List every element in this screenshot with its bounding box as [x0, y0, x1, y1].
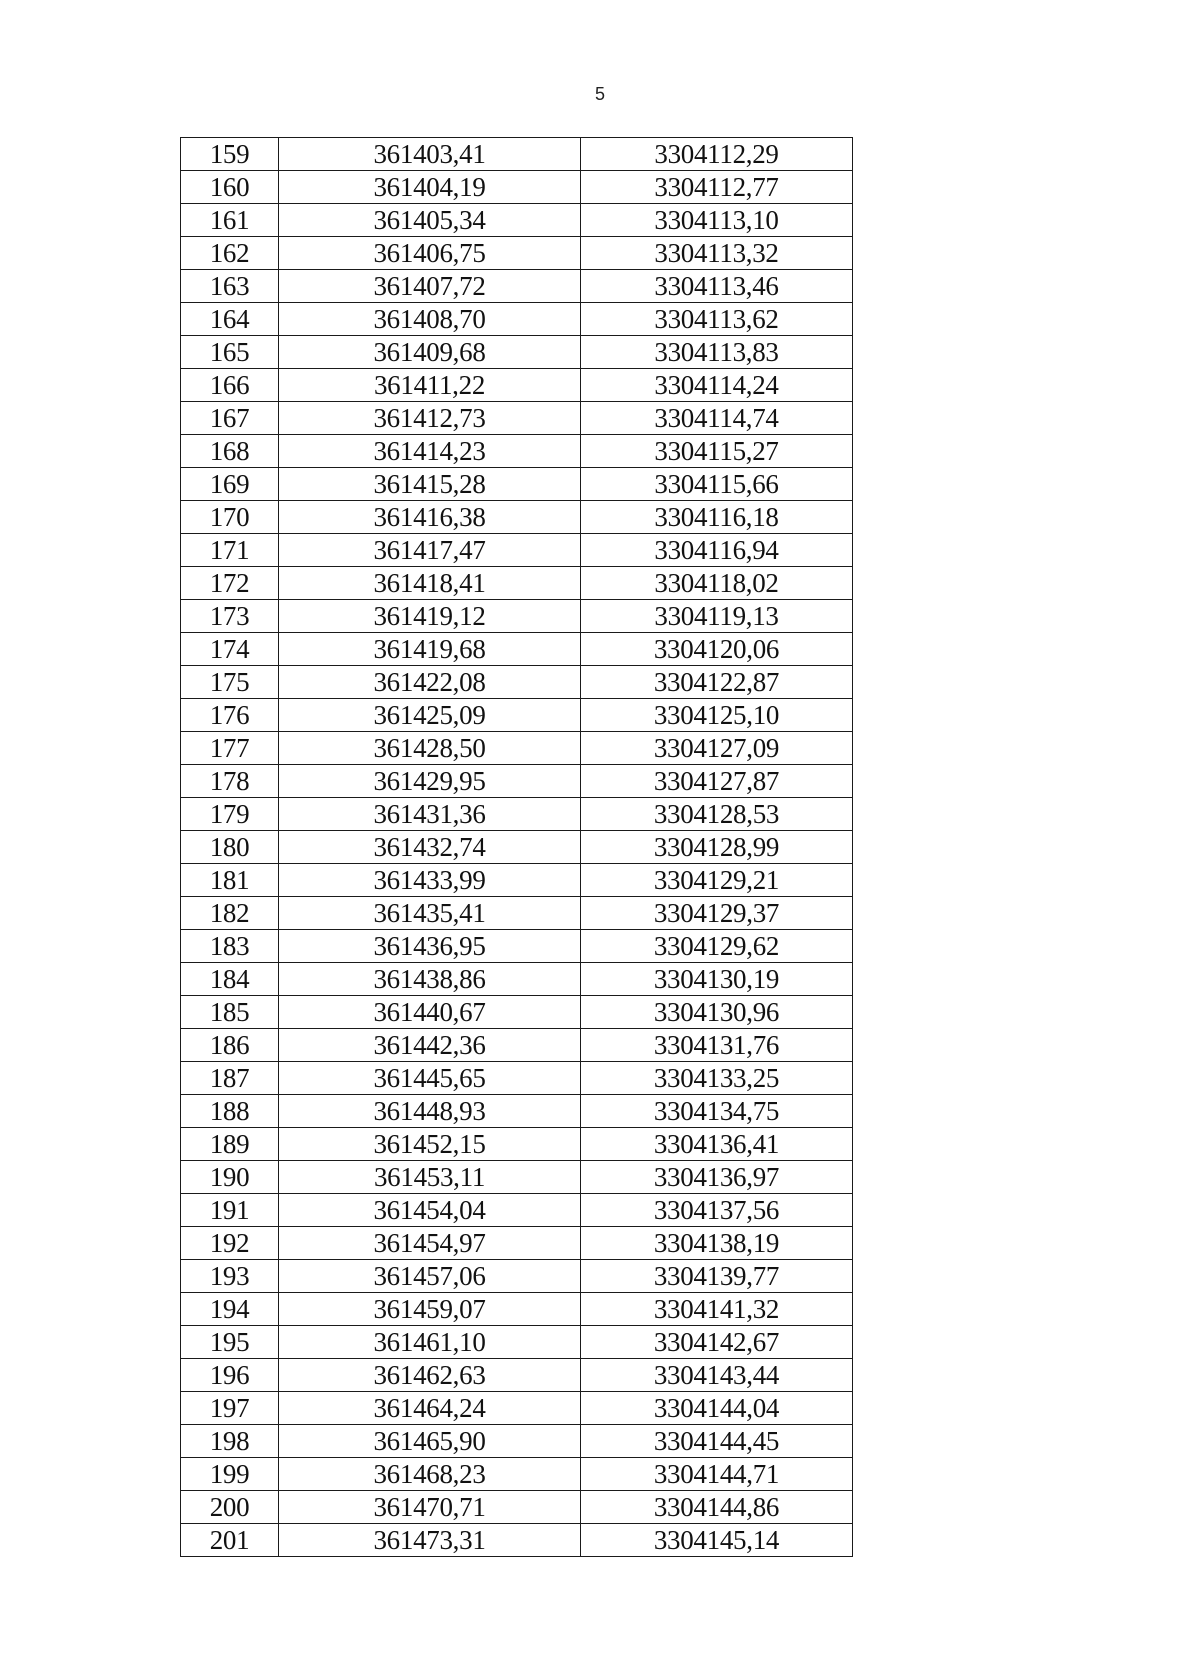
- table-row: [181, 666, 853, 699]
- point-number-cell: 180: [181, 831, 279, 864]
- x-coordinate-cell: 361414,23: [279, 435, 581, 468]
- table-row: [181, 633, 853, 666]
- table-row: [181, 270, 853, 303]
- y-coordinate-cell: 3304127,09: [581, 732, 853, 765]
- x-coordinate-cell: 361417,47: [279, 534, 581, 567]
- point-number-cell: 186: [181, 1029, 279, 1062]
- table-row: [181, 534, 853, 567]
- y-coordinate-cell: 3304112,29: [581, 138, 853, 171]
- point-number-cell: 177: [181, 732, 279, 765]
- x-coordinate-cell: 361464,24: [279, 1392, 581, 1425]
- table-row: [181, 699, 853, 732]
- table-row: [181, 468, 853, 501]
- point-number-cell: 166: [181, 369, 279, 402]
- coordinates-table-body: [181, 138, 853, 1557]
- point-number-cell: 187: [181, 1062, 279, 1095]
- table-row: [181, 1392, 853, 1425]
- table-row: [181, 1425, 853, 1458]
- y-coordinate-cell: 3304113,10: [581, 204, 853, 237]
- x-coordinate-cell: 361431,36: [279, 798, 581, 831]
- x-coordinate-cell: 361432,74: [279, 831, 581, 864]
- point-number-cell: 183: [181, 930, 279, 963]
- x-coordinate-cell: 361404,19: [279, 171, 581, 204]
- point-number-cell: 174: [181, 633, 279, 666]
- point-number-cell: 179: [181, 798, 279, 831]
- table-row: [181, 963, 853, 996]
- point-number-cell: 176: [181, 699, 279, 732]
- point-number-cell: 188: [181, 1095, 279, 1128]
- table-row: [181, 600, 853, 633]
- x-coordinate-cell: 361473,31: [279, 1524, 581, 1557]
- x-coordinate-cell: 361405,34: [279, 204, 581, 237]
- y-coordinate-cell: 3304145,14: [581, 1524, 853, 1557]
- point-number-cell: 161: [181, 204, 279, 237]
- point-number-cell: 168: [181, 435, 279, 468]
- point-number-cell: 194: [181, 1293, 279, 1326]
- x-coordinate-cell: 361440,67: [279, 996, 581, 1029]
- x-coordinate-cell: 361462,63: [279, 1359, 581, 1392]
- x-coordinate-cell: 361457,06: [279, 1260, 581, 1293]
- y-coordinate-cell: 3304143,44: [581, 1359, 853, 1392]
- table-row: [181, 1260, 853, 1293]
- point-number-cell: 200: [181, 1491, 279, 1524]
- y-coordinate-cell: 3304133,25: [581, 1062, 853, 1095]
- point-number-cell: 198: [181, 1425, 279, 1458]
- point-number-cell: 175: [181, 666, 279, 699]
- y-coordinate-cell: 3304115,27: [581, 435, 853, 468]
- y-coordinate-cell: 3304139,77: [581, 1260, 853, 1293]
- x-coordinate-cell: 361429,95: [279, 765, 581, 798]
- table-row: [181, 435, 853, 468]
- point-number-cell: 189: [181, 1128, 279, 1161]
- y-coordinate-cell: 3304116,18: [581, 501, 853, 534]
- x-coordinate-cell: 361445,65: [279, 1062, 581, 1095]
- table-row: [181, 1161, 853, 1194]
- page-number: 5: [594, 84, 605, 104]
- point-number-cell: 170: [181, 501, 279, 534]
- y-coordinate-cell: 3304118,02: [581, 567, 853, 600]
- table-row: [181, 1458, 853, 1491]
- y-coordinate-cell: 3304144,86: [581, 1491, 853, 1524]
- y-coordinate-cell: 3304114,24: [581, 369, 853, 402]
- x-coordinate-cell: 361409,68: [279, 336, 581, 369]
- point-number-cell: 184: [181, 963, 279, 996]
- table-row: [181, 831, 853, 864]
- point-number-cell: 185: [181, 996, 279, 1029]
- table-row: [181, 1194, 853, 1227]
- point-number-cell: 182: [181, 897, 279, 930]
- y-coordinate-cell: 3304144,71: [581, 1458, 853, 1491]
- x-coordinate-cell: 361406,75: [279, 237, 581, 270]
- y-coordinate-cell: 3304113,62: [581, 303, 853, 336]
- y-coordinate-cell: 3304136,41: [581, 1128, 853, 1161]
- x-coordinate-cell: 361459,07: [279, 1293, 581, 1326]
- table-row: [181, 138, 853, 171]
- x-coordinate-cell: 361470,71: [279, 1491, 581, 1524]
- table-row: [181, 1293, 853, 1326]
- table-row: [181, 864, 853, 897]
- x-coordinate-cell: 361453,11: [279, 1161, 581, 1194]
- point-number-cell: 178: [181, 765, 279, 798]
- x-coordinate-cell: 361415,28: [279, 468, 581, 501]
- x-coordinate-cell: 361416,38: [279, 501, 581, 534]
- y-coordinate-cell: 3304113,46: [581, 270, 853, 303]
- table-row: [181, 1359, 853, 1392]
- point-number-cell: 159: [181, 138, 279, 171]
- table-row: [181, 897, 853, 930]
- table-row: [181, 798, 853, 831]
- table-row: [181, 369, 853, 402]
- x-coordinate-cell: 361438,86: [279, 963, 581, 996]
- y-coordinate-cell: 3304144,04: [581, 1392, 853, 1425]
- x-coordinate-cell: 361465,90: [279, 1425, 581, 1458]
- x-coordinate-cell: 361425,09: [279, 699, 581, 732]
- point-number-cell: 160: [181, 171, 279, 204]
- table-row: [181, 1491, 853, 1524]
- y-coordinate-cell: 3304129,62: [581, 930, 853, 963]
- y-coordinate-cell: 3304116,94: [581, 534, 853, 567]
- point-number-cell: 195: [181, 1326, 279, 1359]
- y-coordinate-cell: 3304134,75: [581, 1095, 853, 1128]
- table-row: [181, 1326, 853, 1359]
- point-number-cell: 163: [181, 270, 279, 303]
- y-coordinate-cell: 3304137,56: [581, 1194, 853, 1227]
- x-coordinate-cell: 361418,41: [279, 567, 581, 600]
- y-coordinate-cell: 3304115,66: [581, 468, 853, 501]
- table-row: [181, 732, 853, 765]
- point-number-cell: 196: [181, 1359, 279, 1392]
- x-coordinate-cell: 361408,70: [279, 303, 581, 336]
- y-coordinate-cell: 3304130,96: [581, 996, 853, 1029]
- table-row: [181, 996, 853, 1029]
- y-coordinate-cell: 3304129,37: [581, 897, 853, 930]
- table-row: [181, 1062, 853, 1095]
- y-coordinate-cell: 3304129,21: [581, 864, 853, 897]
- y-coordinate-cell: 3304136,97: [581, 1161, 853, 1194]
- y-coordinate-cell: 3304122,87: [581, 666, 853, 699]
- table-row: [181, 1524, 853, 1557]
- y-coordinate-cell: 3304114,74: [581, 402, 853, 435]
- point-number-cell: 199: [181, 1458, 279, 1491]
- table-row: [181, 930, 853, 963]
- x-coordinate-cell: 361419,12: [279, 600, 581, 633]
- point-number-cell: 192: [181, 1227, 279, 1260]
- x-coordinate-cell: 361412,73: [279, 402, 581, 435]
- x-coordinate-cell: 361435,41: [279, 897, 581, 930]
- x-coordinate-cell: 361448,93: [279, 1095, 581, 1128]
- y-coordinate-cell: 3304125,10: [581, 699, 853, 732]
- y-coordinate-cell: 3304113,32: [581, 237, 853, 270]
- y-coordinate-cell: 3304131,76: [581, 1029, 853, 1062]
- point-number-cell: 165: [181, 336, 279, 369]
- x-coordinate-cell: 361436,95: [279, 930, 581, 963]
- coordinates-table: [180, 137, 853, 1557]
- y-coordinate-cell: 3304141,32: [581, 1293, 853, 1326]
- point-number-cell: 191: [181, 1194, 279, 1227]
- y-coordinate-cell: 3304128,53: [581, 798, 853, 831]
- y-coordinate-cell: 3304112,77: [581, 171, 853, 204]
- x-coordinate-cell: 361428,50: [279, 732, 581, 765]
- y-coordinate-cell: 3304142,67: [581, 1326, 853, 1359]
- point-number-cell: 193: [181, 1260, 279, 1293]
- table-row: [181, 237, 853, 270]
- table-row: [181, 402, 853, 435]
- table-row: [181, 171, 853, 204]
- x-coordinate-cell: 361422,08: [279, 666, 581, 699]
- y-coordinate-cell: 3304119,13: [581, 600, 853, 633]
- table-row: [181, 567, 853, 600]
- table-row: [181, 1128, 853, 1161]
- table-row: [181, 501, 853, 534]
- point-number-cell: 190: [181, 1161, 279, 1194]
- table-row: [181, 1095, 853, 1128]
- y-coordinate-cell: 3304120,06: [581, 633, 853, 666]
- x-coordinate-cell: 361454,04: [279, 1194, 581, 1227]
- y-coordinate-cell: 3304127,87: [581, 765, 853, 798]
- point-number-cell: 197: [181, 1392, 279, 1425]
- table-row: [181, 336, 853, 369]
- point-number-cell: 201: [181, 1524, 279, 1557]
- x-coordinate-cell: 361403,41: [279, 138, 581, 171]
- x-coordinate-cell: 361442,36: [279, 1029, 581, 1062]
- point-number-cell: 172: [181, 567, 279, 600]
- point-number-cell: 164: [181, 303, 279, 336]
- point-number-cell: 162: [181, 237, 279, 270]
- y-coordinate-cell: 3304144,45: [581, 1425, 853, 1458]
- y-coordinate-cell: 3304138,19: [581, 1227, 853, 1260]
- y-coordinate-cell: 3304128,99: [581, 831, 853, 864]
- table-row: [181, 204, 853, 237]
- point-number-cell: 181: [181, 864, 279, 897]
- x-coordinate-cell: 361411,22: [279, 369, 581, 402]
- x-coordinate-cell: 361461,10: [279, 1326, 581, 1359]
- table-row: [181, 1029, 853, 1062]
- y-coordinate-cell: 3304113,83: [581, 336, 853, 369]
- x-coordinate-cell: 361452,15: [279, 1128, 581, 1161]
- table-row: [181, 765, 853, 798]
- point-number-cell: 169: [181, 468, 279, 501]
- x-coordinate-cell: 361407,72: [279, 270, 581, 303]
- x-coordinate-cell: 361468,23: [279, 1458, 581, 1491]
- point-number-cell: 167: [181, 402, 279, 435]
- x-coordinate-cell: 361419,68: [279, 633, 581, 666]
- point-number-cell: 171: [181, 534, 279, 567]
- table-row: [181, 1227, 853, 1260]
- x-coordinate-cell: 361433,99: [279, 864, 581, 897]
- y-coordinate-cell: 3304130,19: [581, 963, 853, 996]
- x-coordinate-cell: 361454,97: [279, 1227, 581, 1260]
- table-row: [181, 303, 853, 336]
- point-number-cell: 173: [181, 600, 279, 633]
